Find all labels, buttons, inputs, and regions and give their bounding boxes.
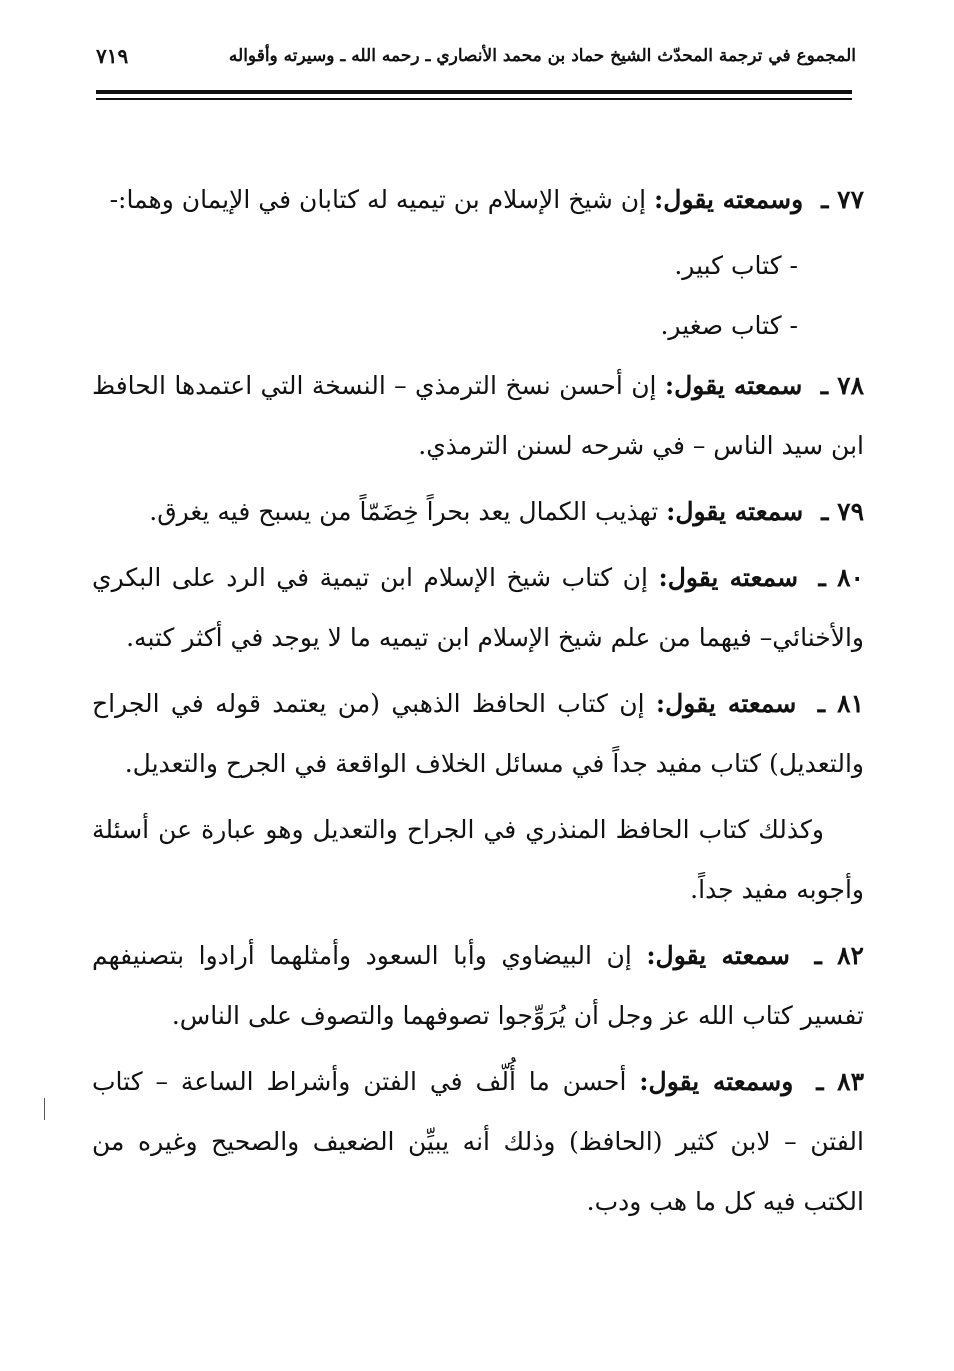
entry-78 <box>92 356 864 476</box>
entry-text: إن كتاب شيخ الإسلام ابن تيمية في الرد على البكري والأخنائي– فيهما من علم شيخ الإسلام ابن تيميه ما لا يوجد في أكثر كتبه. <box>92 563 864 652</box>
entry-lead: سمعته يقول: <box>666 497 804 526</box>
bullet-item: - كتاب صغير. <box>660 311 798 340</box>
bullet-item: - كتاب كبير. <box>674 251 798 280</box>
entry-number: ٧٨ ـ <box>820 371 865 400</box>
entry-80 <box>92 548 864 668</box>
entry-number: ٨١ ـ <box>817 689 864 718</box>
entry-81-continuation: وكذلك كتاب الحافظ المنذري في الجراح والتعديل وهو عبارة عن أسئلة وأجوبه مفيد جداً. <box>92 815 864 904</box>
entry-number: ٨٢ ـ <box>814 941 864 970</box>
entry-number: ٨٠ ـ <box>818 563 864 592</box>
header-rule-thin <box>96 98 852 100</box>
entry-lead: سمعته يقول: <box>646 941 790 970</box>
entry-text: إن كتاب الحافظ الذهبي (من يعتمد قوله في الجراح والتعديل) كتاب مفيد جداً في مسائل الخلاف الواقعة في الجرح والتعديل. <box>92 689 864 778</box>
entry-83 <box>92 1052 864 1232</box>
header-rule-thick <box>96 90 852 94</box>
entry-lead: سمعته يقول: <box>664 371 803 400</box>
entry-82 <box>92 926 864 1046</box>
entry-77 <box>92 170 864 230</box>
page-body <box>92 170 864 1238</box>
running-header-title: المجموع في ترجمة المحدّث الشيخ حماد بن محمد الأنصاري ـ رحمه الله ـ وسيرته وأقواله <box>228 46 856 66</box>
entry-number: ٨٣ ـ <box>816 1067 865 1096</box>
entry-text: إن أحسن نسخ الترمذي – النسخة التي اعتمدها الحافظ ابن سيد الناس – في شرحه لسنن الترمذي. <box>92 371 864 460</box>
entry-number: ٧٩ ـ <box>821 497 864 526</box>
entry-lead: سمعته يقول: <box>655 689 797 718</box>
entry-81 <box>92 674 864 794</box>
entry-number: ٧٧ ـ <box>821 185 864 214</box>
entry-79 <box>92 482 864 542</box>
entry-text: إن البيضاوي وأبا السعود وأمثلهما أرادوا بتصنيفهم تفسير كتاب الله عز وجل أن يُرَوِّجوا تصوفهما والتصوف على الناس. <box>92 941 864 1030</box>
entry-lead: وسمعته يقول: <box>639 1067 794 1096</box>
entry-text: أحسن ما أُلّف في الفتن وأشراط الساعة – كتاب الفتن – لابن كثير (الحافظ) وذلك أنه يبيِّن الضعيف والصحيح وغيره من الكتب فيه كل ما هب ودب. <box>92 1067 864 1216</box>
entry-text: إن شيخ الإسلام بن تيميه له كتابان في الإيمان وهما:- <box>109 185 647 214</box>
scan-margin-mark <box>44 1098 45 1120</box>
page-number: ٧١٩ <box>96 44 129 68</box>
entry-lead: وسمعته يقول: <box>654 185 804 214</box>
entry-lead: سمعته يقول: <box>658 563 799 592</box>
running-header <box>96 40 856 80</box>
entry-text: تهذيب الكمال يعد بحراً خِضَمّاً من يسبح فيه يغرق. <box>149 497 659 526</box>
